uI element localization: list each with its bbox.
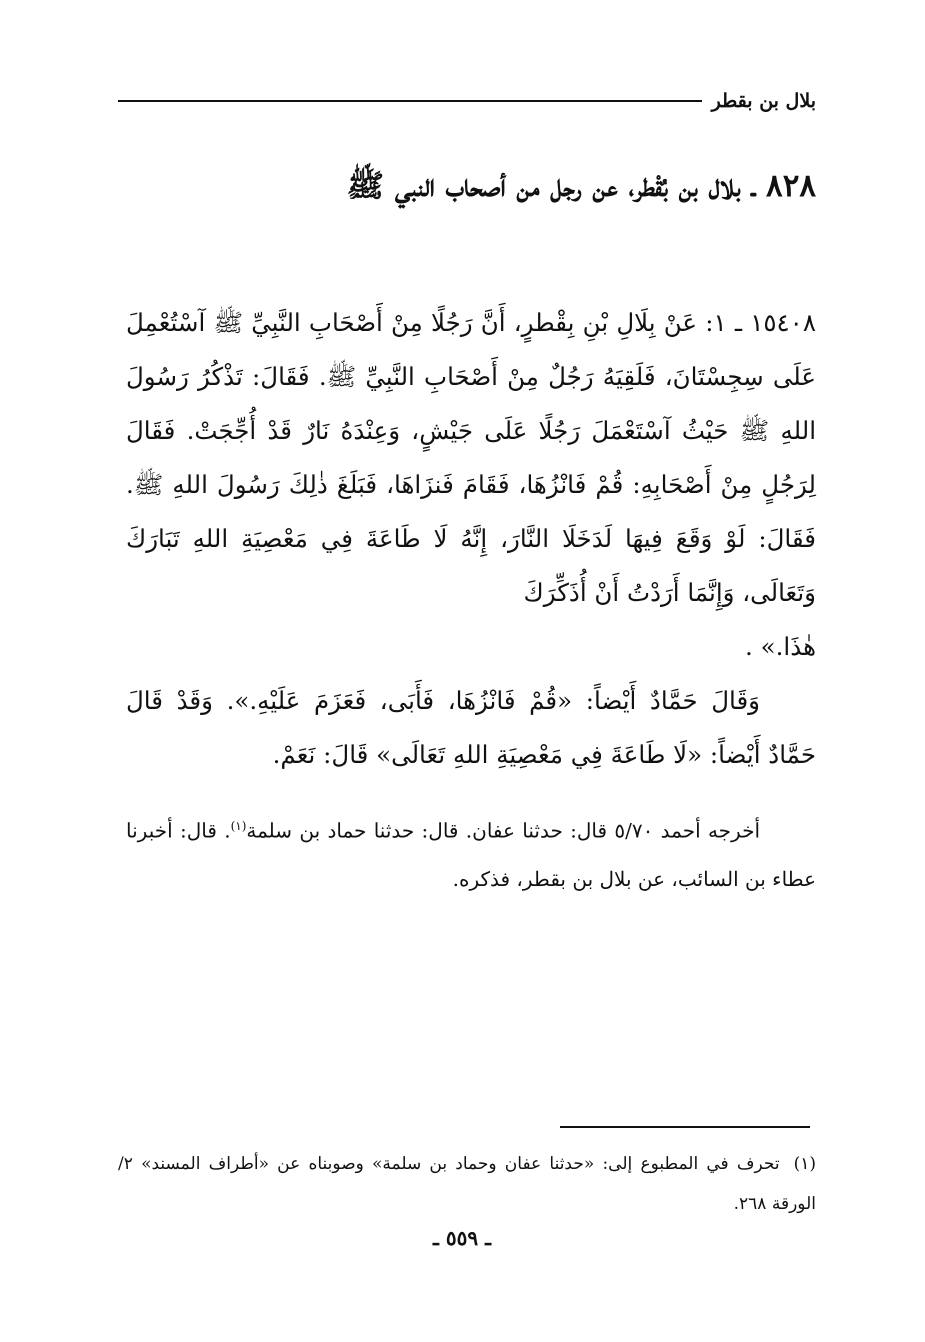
takhrij-text-after: . قال: أخبرنا عطاء بن السائب، عن بلال بن بقطر، فذكره. (126, 818, 816, 891)
takhrij-section (126, 802, 816, 903)
running-header (118, 86, 816, 116)
hadith-text: ١٥٤٠٨ ـ ١: عَنْ بِلَالِ بْنِ بِقْطرٍ، أَنَّ رَجُلًا مِنْ أَصْحَابِ النَّبِيِّ ﷺ آسْتُعْمِلَ عَلَى سِجِسْتَانَ، فَلَقِيَهُ رَجُلٌ مِنْ أَصْحَابِ النَّبِيِّ ﷺ. فَقَالَ: تَذْكُرُ رَسُولَ اللهِ ﷺ حَيْثُ آسْتَعْمَلَ رَجُلًا عَلَى جَيْشٍ، وَعِنْدَهُ نَارٌ قَدْ أُجِّجَتْ. فَقَالَ لِرَجُلٍ مِنْ أَصْحَابِهِ: قُمْ فَانْزُهَا، فَقَامَ فَنزَاهَا، فَبَلَغَ ذٰلِكَ رَسُولَ اللهِ ﷺ. فَقَالَ: لَوْ وَقَعَ فِيهَا لَدَخَلَا النَّارَ، إِنَّهُ لَا طَاعَةَ فِي مَعْصِيَةِ اللهِ تَبَارَكَ وَتَعَالَى، وَإِنَّمَا أَرَدْتُ أَنْ أُذَكِّرَكَ (126, 308, 816, 607)
chapter-title: ٨٢٨ ـ بلال بن بُقْطر، عن رجل من أصحاب النبي ﷺ (346, 168, 816, 204)
running-title: بلال بن بقطر (711, 90, 816, 112)
takhrij-paragraph (126, 802, 816, 903)
hadith-paragraph (126, 296, 816, 674)
footnote-marker[interactable]: (١) (230, 819, 247, 833)
page-number: ـ ٥٥٩ ـ (433, 1226, 491, 1250)
footnote-number: (١) (793, 1154, 816, 1174)
header-rule (118, 100, 702, 102)
hadith-ending: هٰذَا.» . (745, 632, 816, 661)
takhrij-text: أخرجه أحمد ٥/٧٠ قال: حدثنا عفان. قال: حدثنا حماد بن سلمة (246, 818, 760, 843)
footnote (118, 1144, 816, 1224)
footnote-text: تحرف في المطبوع إلى: «حدثنا عفان وحماد بن سلمة» وصوبناه عن «أطراف المسند» ٢/الورقة ٢٦٨. (118, 1154, 816, 1214)
hammad-note: وَقَالَ حَمَّادٌ أَيْضاً: «قُمْ فَانْزُهَا، فَأَبَى، فَعَزَمَ عَلَيْهِ.». وَقَدْ قَالَ حَمَّادٌ أَيْضاً: «لَا طَاعَةَ فِي مَعْصِيَةِ اللهِ تَعَالَى» قَالَ: نَعَمْ. (126, 686, 816, 769)
main-text (126, 296, 816, 782)
footnote-rule (560, 1126, 810, 1128)
